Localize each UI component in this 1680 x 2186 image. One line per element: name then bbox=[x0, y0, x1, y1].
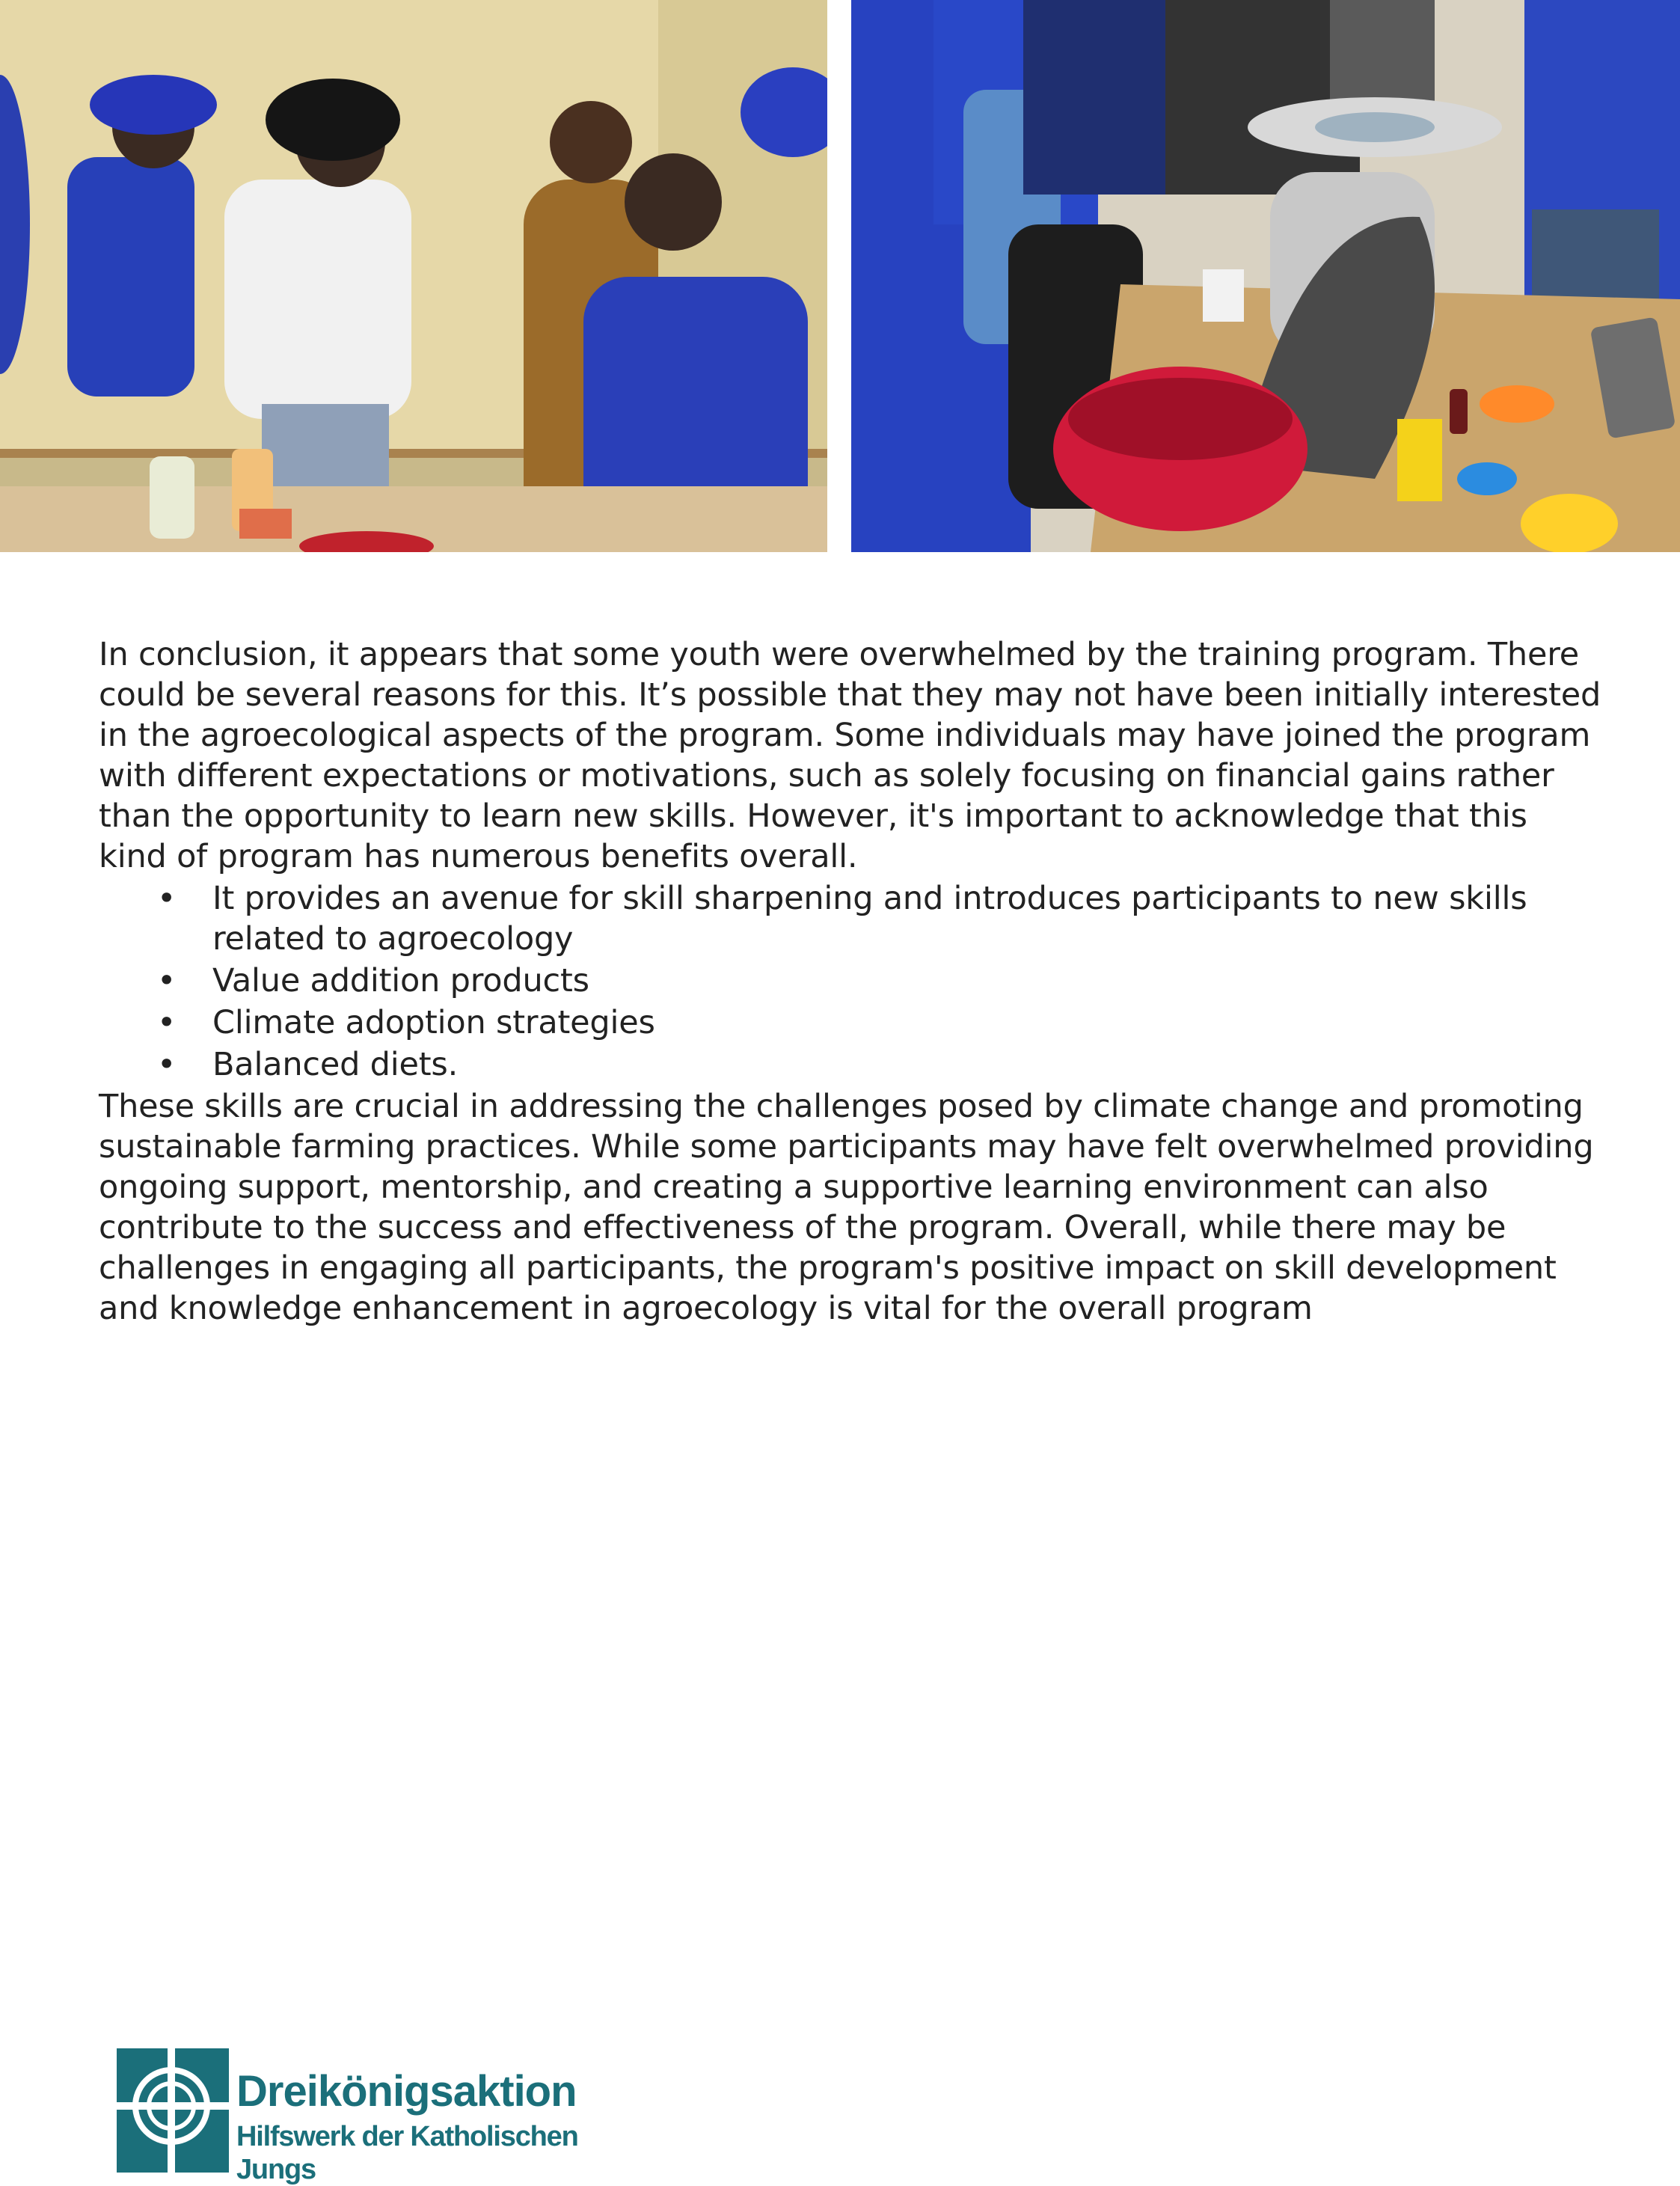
bullet-icon: • bbox=[157, 1004, 177, 1041]
bullet-icon: • bbox=[157, 962, 177, 999]
bullet-icon: • bbox=[157, 880, 177, 917]
list-item bbox=[99, 1002, 1602, 1043]
organization-logo bbox=[117, 2048, 648, 2185]
list-item-text: Balanced diets. bbox=[212, 1046, 459, 1083]
list-item bbox=[99, 961, 1602, 1001]
photo-left bbox=[0, 0, 827, 552]
intro-paragraph: In conclusion, it appears that some youth were overwhelmed by the training program. There could be several reasons for this. It’s possible that they may not have been initially interested in the agroecological aspects of the program. Some individuals may have joined the program with different expectations or motivations, such as solely focusing on financial gains rather than the opportunity to learn new skills. However, it's important to acknowledge that this kind of program has numerous benefits overall. bbox=[99, 636, 1601, 875]
photo-right bbox=[851, 0, 1680, 552]
list-item-text: Climate adoption strategies bbox=[212, 1004, 655, 1041]
logo-subtitle: Hilfswerk der Katholischen Jungs bbox=[236, 2121, 578, 2185]
conclusion-paragraph: These skills are crucial in addressing the challenges posed by climate change and promoting sustainable farming practices. While some participants may have felt overwhelmed providing ongoing support, mentorship, and creating a supportive learning environment can also contribute to the success and effectiveness of the program. Overall, while there may be challenges in engaging all participants, the program's positive impact on skill development and knowledge enhancement in agroecology is vital for the overall program bbox=[99, 1088, 1594, 1327]
bullet-icon: • bbox=[157, 1046, 177, 1083]
logo-title: Dreikönigsaktion bbox=[236, 2067, 577, 2116]
photo-left-image bbox=[0, 0, 827, 552]
list-item bbox=[99, 1044, 1602, 1085]
benefits-list bbox=[99, 878, 1602, 1085]
list-item bbox=[99, 878, 1602, 959]
photo-right-image bbox=[851, 0, 1680, 552]
body-text bbox=[99, 634, 1602, 1329]
list-item-text: It provides an avenue for skill sharpening and introduces participants to new skills related to agroecology bbox=[212, 880, 1527, 958]
list-item-text: Value addition products bbox=[212, 962, 589, 999]
